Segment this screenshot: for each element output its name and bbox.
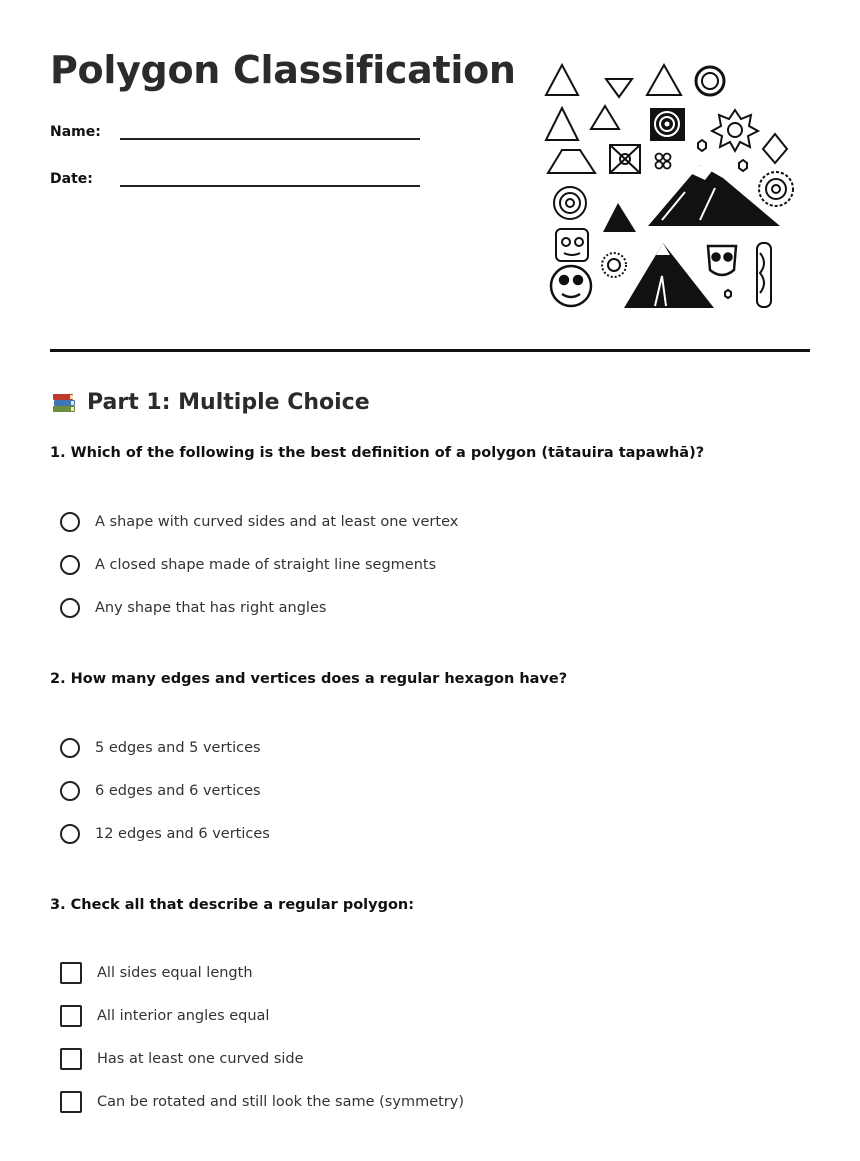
option-label: All interior angles equal [97,1008,270,1024]
tiki-disc-shape [551,266,591,306]
spiral-shape [554,187,586,219]
sun-disc-shape [602,253,626,277]
trapezoid-shape [548,150,595,173]
question-3: 3. Check all that describe a regular polygon: [50,897,415,913]
q1-option-3[interactable] [60,598,326,618]
radio-button[interactable] [60,598,80,618]
radio-button[interactable] [60,781,80,801]
radio-button[interactable] [60,738,80,758]
page-title: Polygon Classification [50,48,516,92]
star-emblem-shape [712,110,758,151]
radio-button[interactable] [60,555,80,575]
q1-option-2[interactable] [60,555,436,575]
option-label: 5 edges and 5 vertices [95,740,261,756]
triangle-shape [546,108,578,140]
q2-option-2[interactable] [60,781,261,801]
books-icon [50,388,78,416]
tiki-mask-shape [708,246,736,275]
section-divider [50,349,810,352]
spiral-square-shape [650,108,685,141]
date-line[interactable] [120,171,420,187]
triangle-shape [546,65,578,95]
name-line[interactable] [120,124,420,140]
q1-option-1[interactable] [60,512,458,532]
question-2: 2. How many edges and vertices does a regular hexagon have? [50,671,568,687]
option-label: Any shape that has right angles [95,600,327,616]
q2-option-3[interactable] [60,824,270,844]
checkbox[interactable] [60,1048,82,1070]
option-label: A shape with curved sides and at least one vertex [95,514,459,530]
carving-panel-shape [757,243,771,307]
tiki-face-shape [556,229,588,261]
option-label: Has at least one curved side [97,1051,304,1067]
option-label: 12 edges and 6 vertices [95,826,270,842]
name-label: Name: [50,124,101,140]
triangle-shape [647,65,681,95]
q3-option-3[interactable] [60,1048,304,1070]
inverted-triangle-shape [606,79,632,97]
date-label: Date: [50,171,93,187]
q3-option-1[interactable] [60,962,253,984]
mountain-peak-shape [624,243,714,308]
checkbox[interactable] [60,1005,82,1027]
polygon-shapes-collage [540,58,800,320]
small-triangle-shape [603,203,636,232]
gear-circle-shape [759,172,793,206]
flower-shape [656,154,671,169]
option-label: Can be rotated and still look the same (symmetry) [97,1094,464,1110]
q3-option-4[interactable] [60,1091,464,1113]
option-label: A closed shape made of straight line segments [95,557,437,573]
question-1: 1. Which of the following is the best definition of a polygon (tātauira tapawhā)? [50,445,705,461]
checkbox[interactable] [60,962,82,984]
name-field[interactable] [50,124,420,140]
radio-button[interactable] [60,824,80,844]
radio-button[interactable] [60,512,80,532]
q2-option-1[interactable] [60,738,261,758]
date-field[interactable] [50,171,420,187]
triangle-shape [591,106,619,129]
section-title: Part 1: Multiple Choice [87,389,370,415]
option-label: All sides equal length [97,965,253,981]
section-heading [50,388,370,416]
hexagon-shape [725,290,731,298]
diamond-shape [763,134,787,163]
hexagon-shape [739,160,747,171]
hexagon-shape [698,140,706,151]
option-label: 6 edges and 6 vertices [95,783,261,799]
checkbox[interactable] [60,1091,82,1113]
sun-circle-shape [696,67,724,95]
q3-option-2[interactable] [60,1005,269,1027]
